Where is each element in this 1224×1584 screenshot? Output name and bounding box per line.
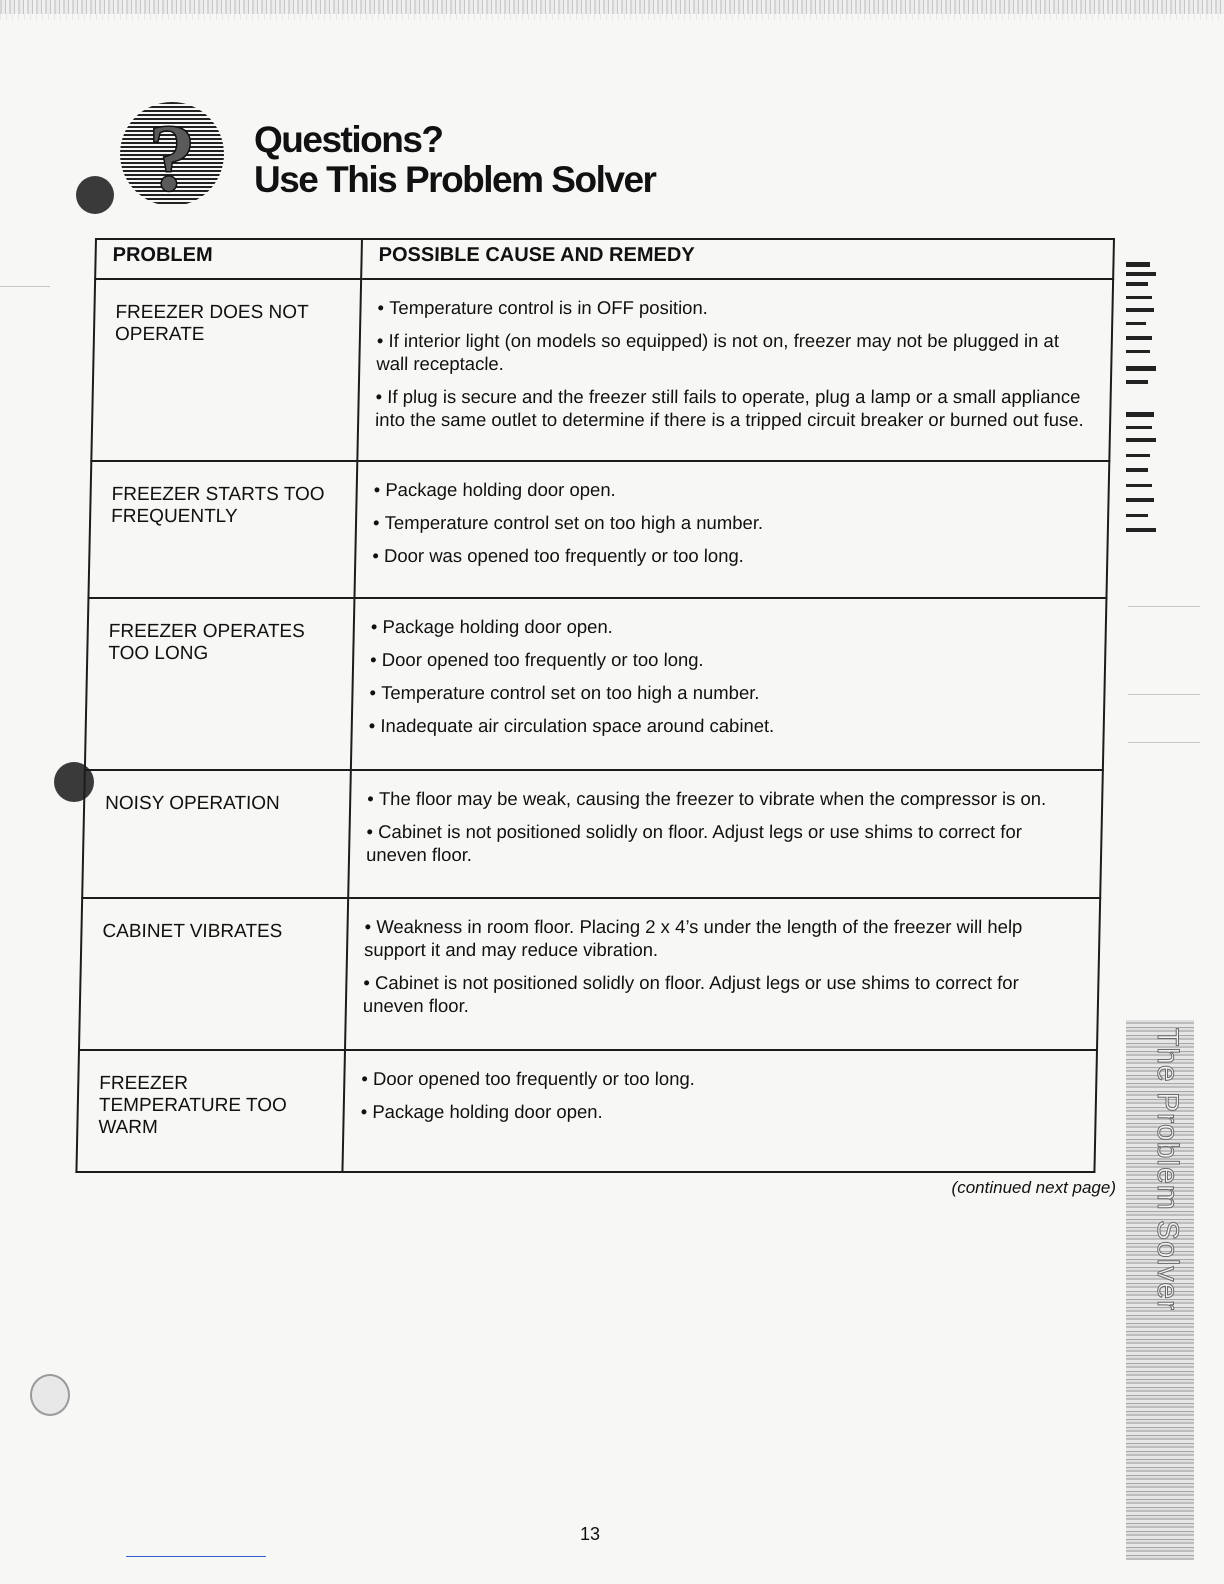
- cause-item: • Door opened too frequently or too long.: [370, 648, 1084, 671]
- question-mark-icon: [112, 98, 236, 214]
- problem-cell: CABINET VIBRATES: [79, 898, 348, 1050]
- problem-cell: FREEZER OPERATES TOO LONG: [85, 598, 355, 770]
- cause-cell: [351, 598, 1107, 770]
- scan-mark: [1128, 606, 1200, 607]
- problem-cell: FREEZER TEMPERATURE TOO WARM: [76, 1050, 345, 1172]
- scan-mark: [1128, 742, 1200, 743]
- cause-item: • Door was opened too frequently or too long.: [372, 544, 1086, 567]
- cause-item: • Cabinet is not positioned solidly on floor. Adjust legs or use shims to correct for uneven floor.: [366, 820, 1081, 866]
- cause-cell: [354, 461, 1109, 598]
- page-title: [254, 120, 655, 200]
- cause-item: • The floor may be weak, causing the freezer to vibrate when the compressor is on.: [367, 787, 1081, 810]
- cause-cell: [348, 770, 1103, 898]
- scan-top-band: [0, 0, 1224, 14]
- scan-mark: [1128, 694, 1200, 695]
- table-row: [91, 279, 1113, 461]
- cause-cell: [342, 1050, 1097, 1172]
- problem-cell: FREEZER STARTS TOO FREQUENTLY: [88, 461, 357, 598]
- cause-item: • Package holding door open.: [371, 615, 1085, 638]
- table-row: [85, 598, 1107, 770]
- cause-item: • Inadequate air circulation space around cabinet.: [369, 714, 1083, 737]
- side-tab-label: The Problem Solver: [1151, 1028, 1184, 1312]
- title-line-2: Use This Problem Solver: [254, 159, 656, 200]
- scan-top-noise: [0, 14, 1224, 20]
- binder-hole-bottom: [30, 1374, 70, 1416]
- table-row: [82, 770, 1103, 898]
- cause-item: • Temperature control set on too high a number.: [373, 511, 1087, 534]
- cause-item: • Door opened too frequently or too long.: [361, 1067, 1075, 1090]
- problem-column-header: PROBLEM: [95, 239, 362, 279]
- scan-blue-line: [126, 1556, 266, 1557]
- binder-hole-top: [76, 176, 114, 214]
- cause-item: • Temperature control set on too high a number.: [369, 681, 1083, 704]
- cause-item: • Weakness in room floor. Placing 2 x 4’s under the length of the freezer will help support it and may reduce vibration.: [364, 915, 1079, 961]
- margin-index-marks: [1124, 262, 1174, 552]
- cause-item: • Package holding door open.: [360, 1100, 1074, 1123]
- problem-cell: NOISY OPERATION: [82, 770, 351, 898]
- scan-mark: [0, 286, 50, 287]
- title-line-1: Questions?: [254, 119, 443, 160]
- cause-cell: [345, 898, 1100, 1050]
- table-header-row: [95, 239, 1114, 279]
- problem-cell: FREEZER DOES NOT OPERATE: [91, 279, 361, 461]
- table-row: [79, 898, 1100, 1050]
- cause-item: • Cabinet is not positioned solidly on floor. Adjust legs or use shims to correct for uneven floor.: [363, 971, 1078, 1017]
- cause-column-header: POSSIBLE CAUSE AND REMEDY: [361, 239, 1114, 279]
- problem-solver-table: [75, 238, 1115, 1173]
- cause-item: • If interior light (on models so equipped) is not on, freezer may not be plugged in at wall receptacle.: [376, 329, 1091, 375]
- table-row: [76, 1050, 1097, 1172]
- cause-cell: [357, 279, 1113, 461]
- cause-item: • If plug is secure and the freezer still fails to operate, plug a lamp or a small appliance into the same outlet to determine if there is a tripped circuit breaker or burned out fuse.: [375, 385, 1090, 431]
- continued-note: (continued next page): [951, 1178, 1116, 1197]
- table-row: [88, 461, 1109, 598]
- cause-item: • Temperature control is in OFF position.: [377, 296, 1091, 319]
- page-header: [112, 98, 672, 216]
- cause-item: • Package holding door open.: [373, 478, 1087, 501]
- svg-text:?: ?: [148, 104, 196, 211]
- page-number: 13: [579, 1524, 601, 1544]
